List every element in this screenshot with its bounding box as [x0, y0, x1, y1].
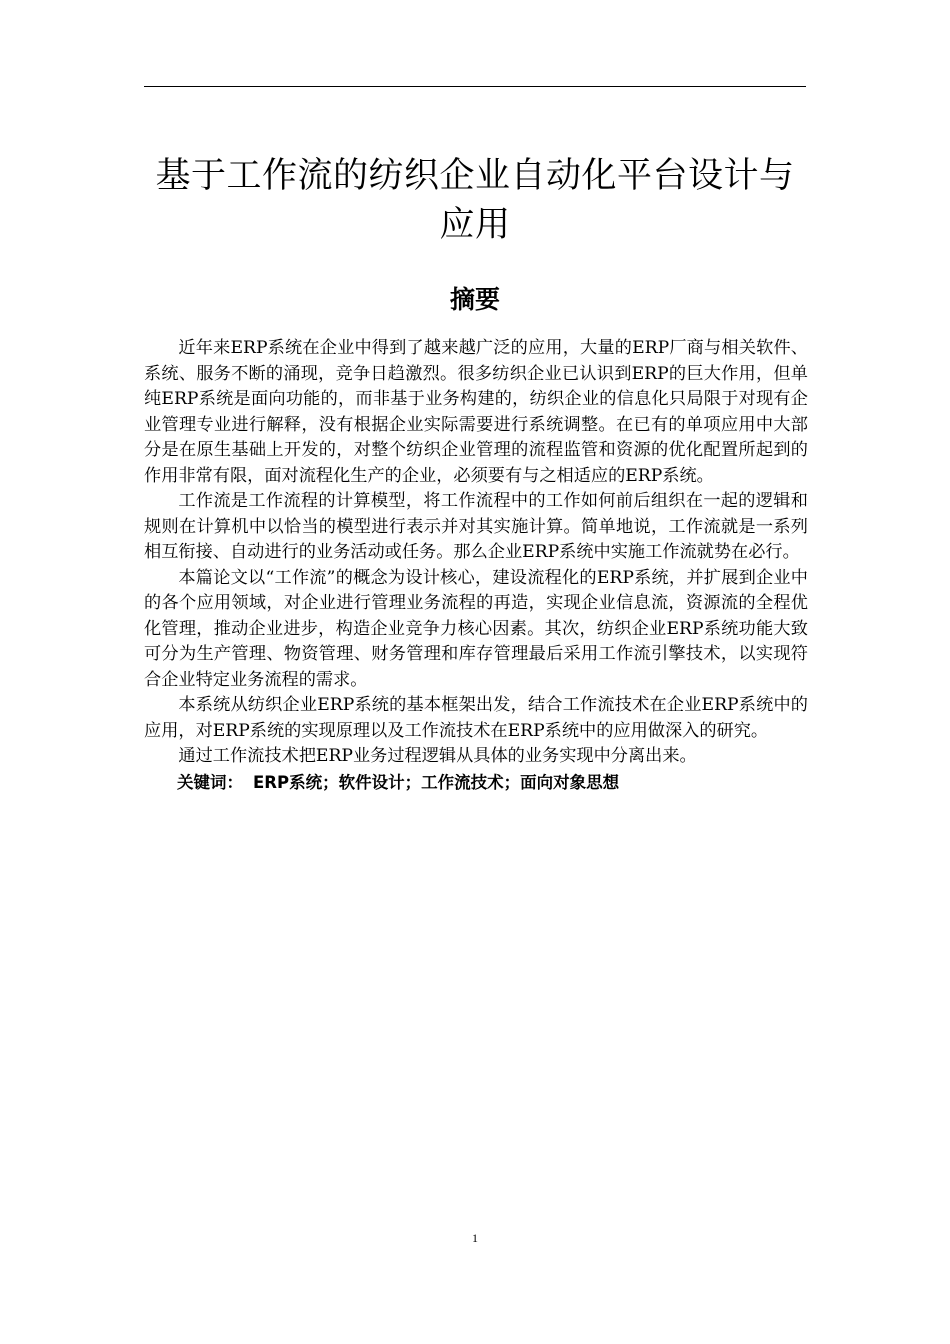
abstract-paragraph-2: 工作流是工作流程的计算模型，将工作流程中的工作如何前后组织在一起的逻辑和规则在计算机中以恰当的模型进行表示并对其实施计算。简单地说，工作流就是一系列相互衔接、自动进行的业务活动或任务。那么企业ERP系统中实施工作流就势在必行。 [144, 491, 808, 562]
abstract-body [144, 336, 808, 795]
abstract-paragraph-3: 本篇论文以“工作流”的概念为设计核心，建设流程化的ERP系统，并扩展到企业中的各个应用领域，对企业进行管理业务流程的再造，实现企业信息流，资源流的全程优化管理，推动企业进步，构造企业竞争力核心因素。其次，纺织企业ERP系统功能大致可分为生产管理、物资管理、财务管理和库存管理最后采用工作流引擎技术，以实现符合企业特定业务流程的需求。 [144, 567, 808, 690]
abstract-paragraph-1: 近年来ERP系统在企业中得到了越来越广泛的应用，大量的ERP厂商与相关软件、系统、服务不断的涌现，竞争日趋激烈。很多纺织企业已认识到ERP的巨大作用，但单纯ERP系统是面向功能的，而非基于业务构建的，纺织企业的信息化只局限于对现有企业管理专业进行解释，没有根据企业实际需要进行系统调整。在已有的单项应用中大部分是在原生基础上开发的，对整个纺织企业管理的流程监管和资源的优化配置所起到的作用非常有限，面对流程化生产的企业，必须要有与之相适应的ERP系统。 [144, 338, 808, 486]
paper-title: 基于工作流的纺织企业自动化平台设计与应用 [155, 156, 795, 245]
keywords-line [144, 770, 808, 796]
page-number: 1 [472, 1231, 478, 1245]
keywords-text: ERP系统；软件设计；工作流技术；面向对象思想 [253, 772, 620, 792]
abstract-paragraph-4: 本系统从纺织企业ERP系统的基本框架出发，结合工作流技术在企业ERP系统中的应用，对ERP系统的实现原理以及工作流技术在ERP系统中的应用做深入的研究。 [144, 695, 808, 741]
header-rule [144, 86, 806, 87]
keywords-label: 关键词： [177, 772, 243, 792]
abstract-paragraph-5: 通过工作流技术把ERP业务过程逻辑从具体的业务实现中分离出来。 [178, 746, 697, 766]
abstract-heading: 摘要 [449, 285, 500, 314]
